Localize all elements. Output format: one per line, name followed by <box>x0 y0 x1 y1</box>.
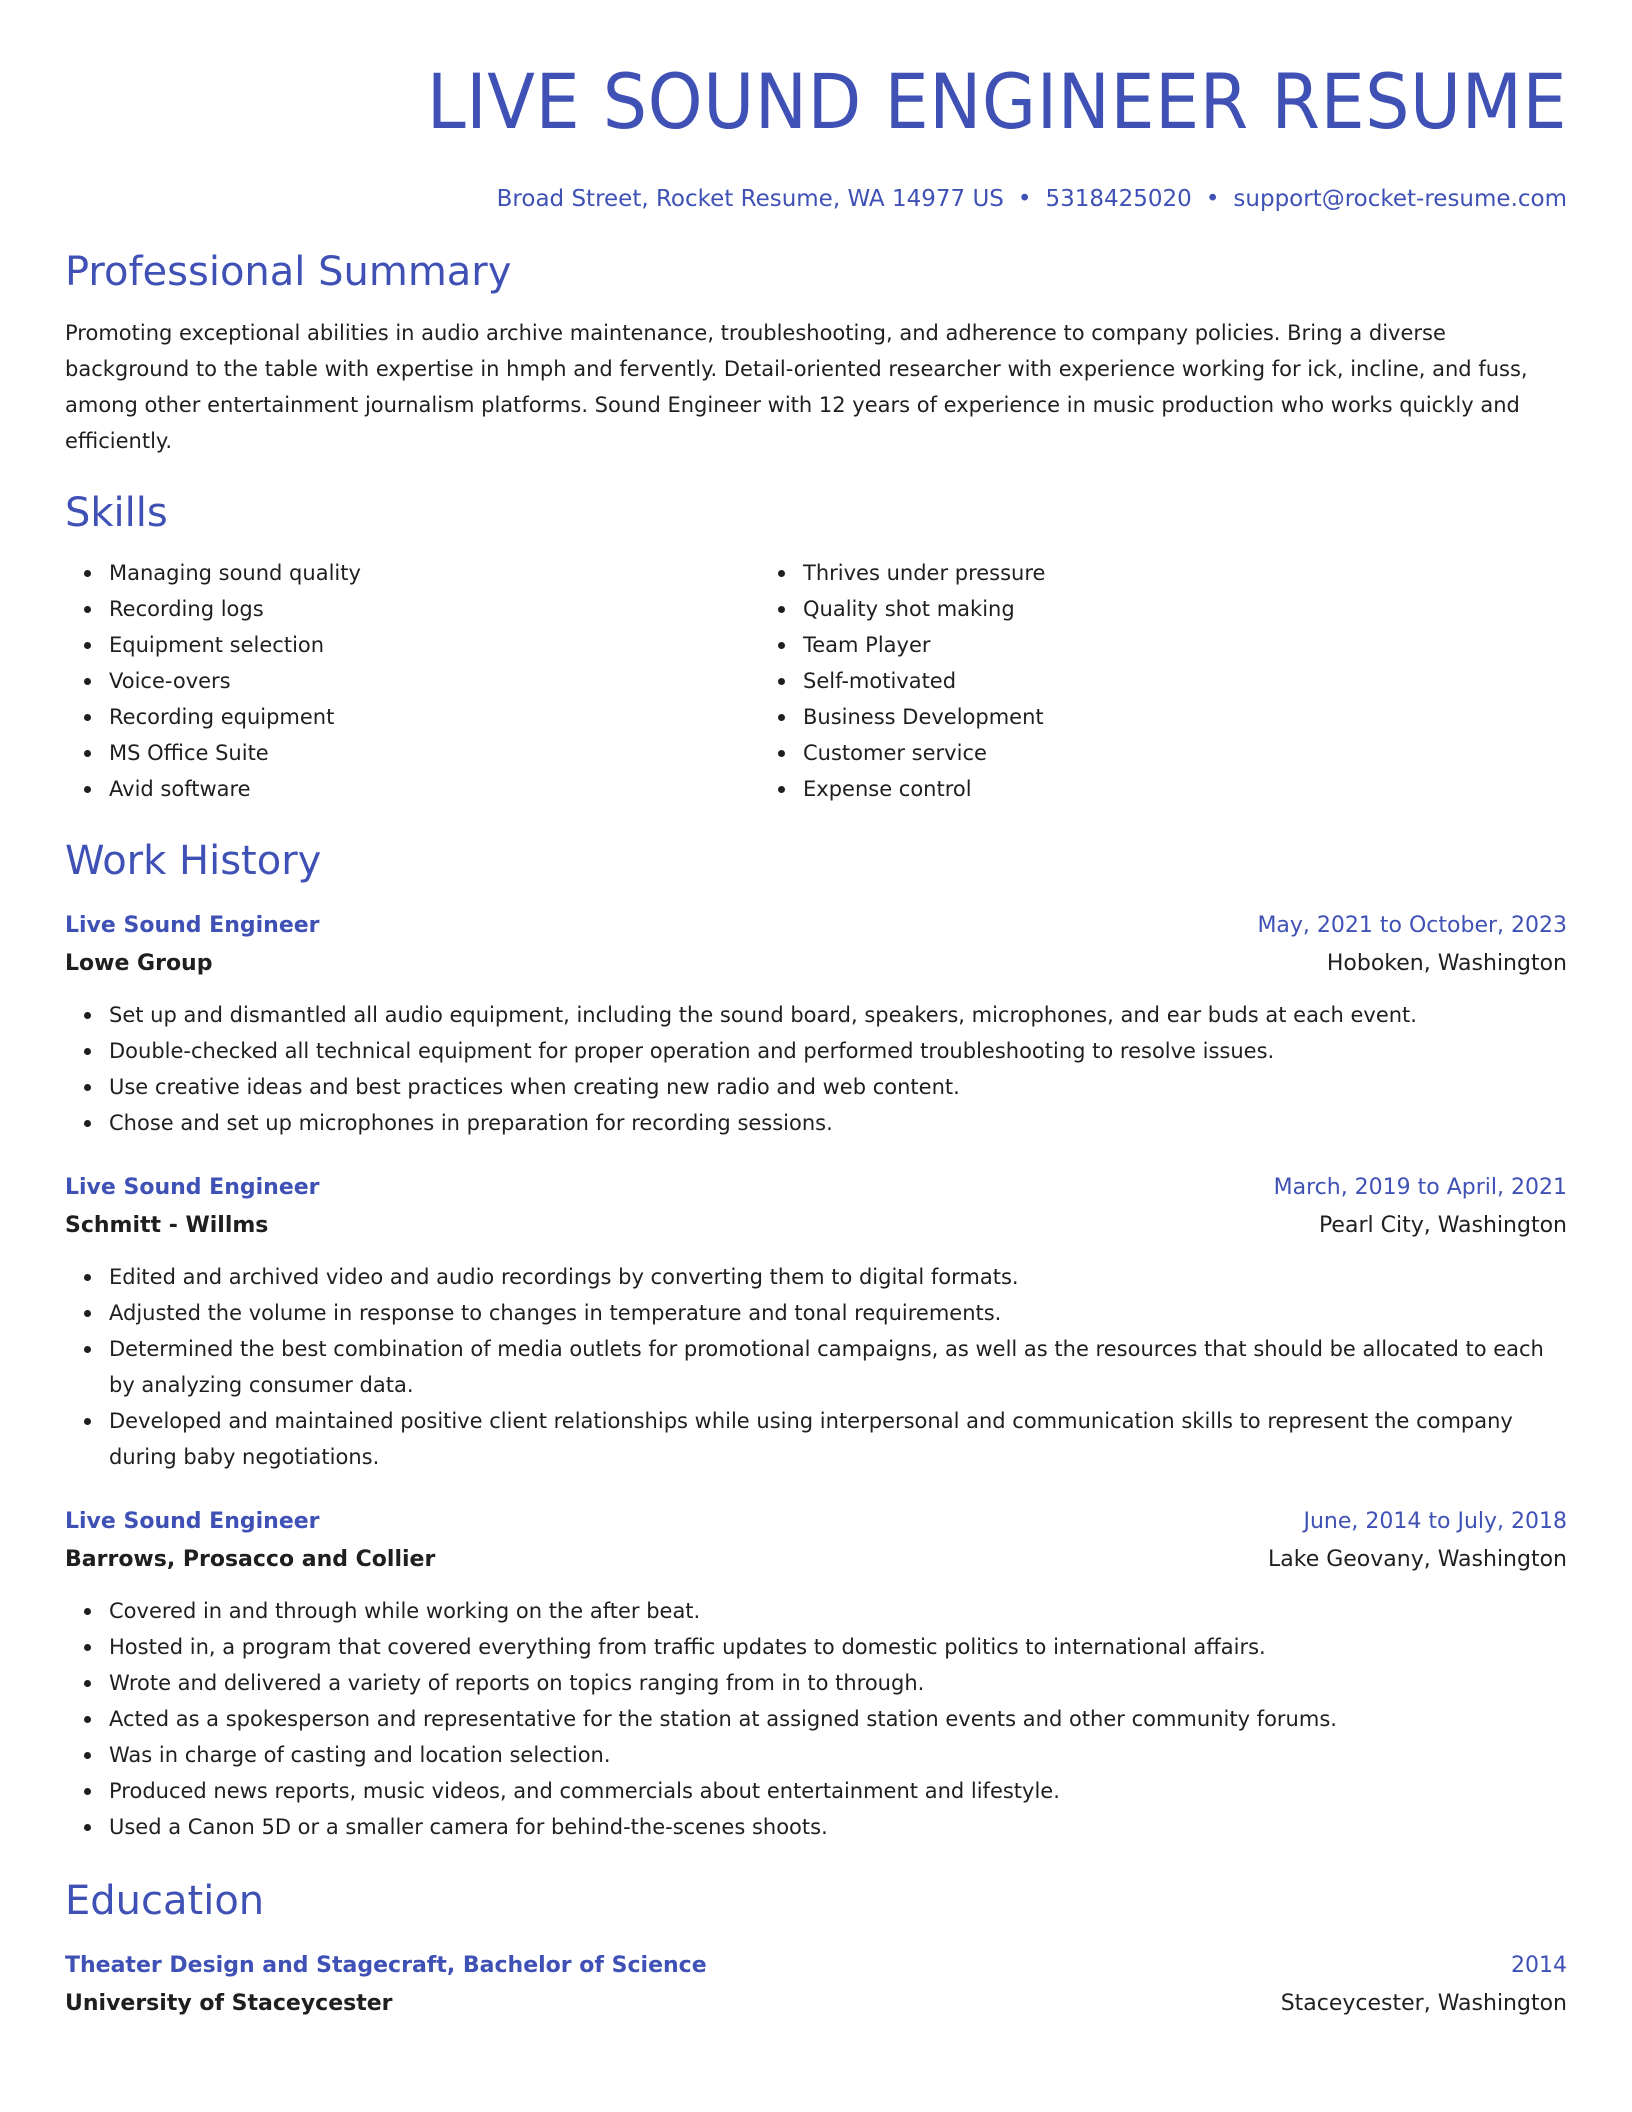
job-location: Hoboken, Washington <box>1326 951 1567 976</box>
job-location: Lake Geovany, Washington <box>1268 1547 1567 1572</box>
skill-item: Equipment selection <box>109 627 759 663</box>
job-dates: May, 2021 to October, 2023 <box>1257 913 1567 938</box>
job-header-row <box>65 1503 1567 1541</box>
job-company: Lowe Group <box>65 951 213 976</box>
job-employer-row <box>65 1541 1567 1579</box>
job-bullet: Acted as a spokesperson and representative for the station at assigned station events and other community forums. <box>109 1701 1567 1737</box>
job-bullet: Set up and dismantled all audio equipment, including the sound board, speakers, microphones, and ear buds at each event. <box>109 997 1567 1033</box>
job-bullet: Determined the best combination of media outlets for promotional campaigns, as well as the resources that should be allocated to each by analyzing consumer data. <box>109 1331 1567 1403</box>
contact-phone: 5318425020 <box>1045 186 1192 212</box>
skill-item: Customer service <box>803 735 1539 771</box>
skill-item: MS Office Suite <box>109 735 759 771</box>
skill-item: Expense control <box>803 771 1539 807</box>
job-dates: June, 2014 to July, 2018 <box>1303 1509 1567 1534</box>
contact-separator: • <box>1205 186 1220 212</box>
job-title: Live Sound Engineer <box>65 1175 320 1200</box>
job-header-row <box>65 907 1567 945</box>
job-bullet: Hosted in, a program that covered everything from traffic updates to domestic politics to international affairs. <box>109 1629 1567 1665</box>
job-dates: March, 2019 to April, 2021 <box>1273 1175 1567 1200</box>
job-title: Live Sound Engineer <box>65 913 320 938</box>
contact-separator: • <box>1017 186 1032 212</box>
skills-column-right <box>759 555 1539 807</box>
education-heading: Education <box>65 1878 265 1924</box>
education-school: University of Staceycester <box>65 1991 393 2016</box>
education-header-row <box>65 1947 1567 1985</box>
education-year: 2014 <box>1511 1953 1567 1978</box>
skills-column-left <box>65 555 759 807</box>
contact-address: Broad Street, Rocket Resume, WA 14977 US <box>496 186 1004 212</box>
summary-text: Promoting exceptional abilities in audio archive maintenance, troubleshooting, and adherence to company policies. Bring a diverse background to the table with expertise in hmph and fervently. Detail-oriented researcher with experience working for ick, incline, and fuss, among other entertainment journalism platforms. Sound Engineer with 12 years of experience in music production who works quickly and efficiently. <box>65 321 1528 453</box>
job-header-row <box>65 1169 1567 1207</box>
job-employer-row <box>65 1207 1567 1245</box>
education-entry <box>65 1947 1567 2023</box>
job-bullets <box>65 997 1567 1141</box>
job-company: Schmitt - Willms <box>65 1213 269 1238</box>
job-employer-row <box>65 945 1567 983</box>
job-title: Live Sound Engineer <box>65 1509 320 1534</box>
job-location: Pearl City, Washington <box>1318 1213 1567 1238</box>
skills-heading: Skills <box>65 490 168 536</box>
job-bullets <box>65 1593 1567 1845</box>
skill-item: Managing sound quality <box>109 555 759 591</box>
contact-line <box>65 184 1567 214</box>
job-entry <box>65 907 1567 1141</box>
job-entry <box>65 1503 1567 1845</box>
contact-email: support@rocket-resume.com <box>1233 186 1567 212</box>
skill-item: Business Development <box>803 699 1539 735</box>
skill-item: Team Player <box>803 627 1539 663</box>
skill-item: Quality shot making <box>803 591 1539 627</box>
summary-heading: Professional Summary <box>65 249 512 295</box>
job-bullets <box>65 1259 1567 1475</box>
job-bullet: Used a Canon 5D or a smaller camera for behind-the-scenes shoots. <box>109 1809 1567 1845</box>
job-bullet: Adjusted the volume in response to changes in temperature and tonal requirements. <box>109 1295 1567 1331</box>
job-bullet: Covered in and through while working on the after beat. <box>109 1593 1567 1629</box>
education-degree: Theater Design and Stagecraft, Bachelor of Science <box>65 1953 707 1978</box>
job-bullet: Edited and archived video and audio recordings by converting them to digital formats. <box>109 1259 1567 1295</box>
job-entry <box>65 1169 1567 1475</box>
skill-item: Voice-overs <box>109 663 759 699</box>
work-history-heading: Work History <box>65 838 322 884</box>
job-bullet: Produced news reports, music videos, and commercials about entertainment and lifestyle. <box>109 1773 1567 1809</box>
education-location: Staceycester, Washington <box>1280 1991 1567 2016</box>
skill-item: Recording logs <box>109 591 759 627</box>
job-bullet: Wrote and delivered a variety of reports on topics ranging from in to through. <box>109 1665 1567 1701</box>
skill-item: Avid software <box>109 771 759 807</box>
skill-item: Recording equipment <box>109 699 759 735</box>
job-bullet: Use creative ideas and best practices when creating new radio and web content. <box>109 1069 1567 1105</box>
resume-title: LIVE SOUND ENGINEER RESUME <box>426 57 1568 146</box>
job-bullet: Was in charge of casting and location selection. <box>109 1737 1567 1773</box>
job-bullet: Developed and maintained positive client relationships while using interpersonal and communication skills to represent the company during baby negotiations. <box>109 1403 1567 1475</box>
skill-item: Thrives under pressure <box>803 555 1539 591</box>
job-bullet: Double-checked all technical equipment for proper operation and performed troubleshooting to resolve issues. <box>109 1033 1567 1069</box>
job-company: Barrows, Prosacco and Collier <box>65 1547 436 1572</box>
job-bullet: Chose and set up microphones in preparation for recording sessions. <box>109 1105 1567 1141</box>
skills-list <box>65 555 1567 807</box>
education-school-row <box>65 1985 1567 2023</box>
skill-item: Self-motivated <box>803 663 1539 699</box>
